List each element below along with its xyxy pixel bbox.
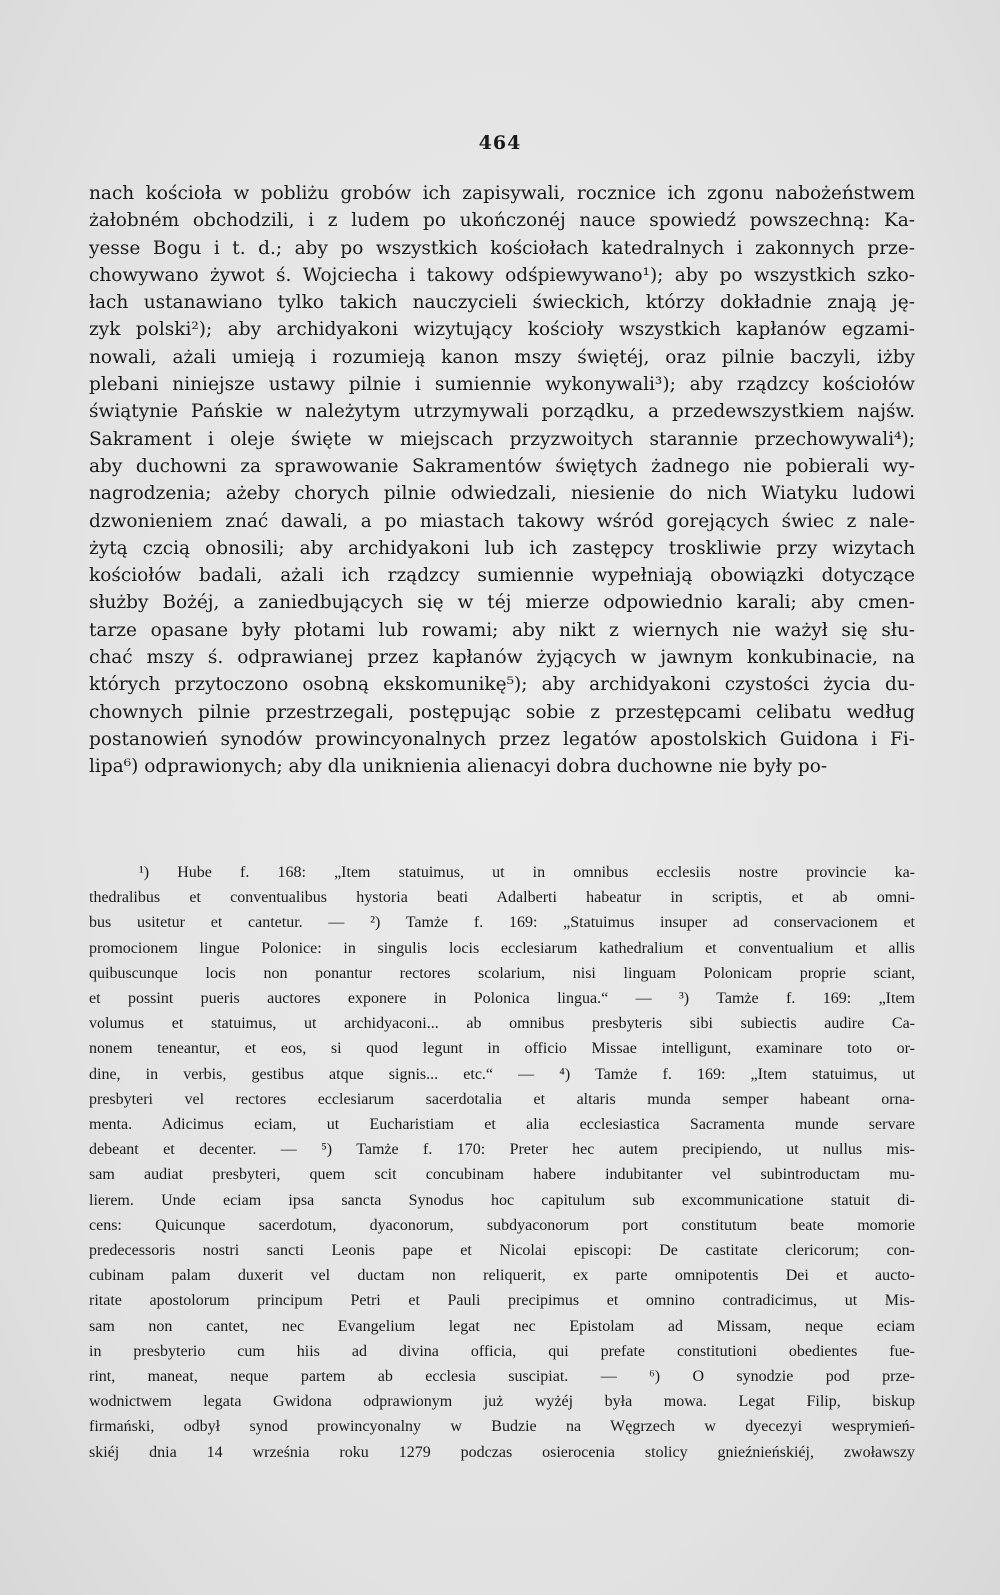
text-line: łach ustanawiano tylko takich nauczycieli świeckich, którzy dokładnie znają ję- bbox=[89, 292, 915, 314]
text-line: nagrodzenia; ażeby chorych pilnie odwiedzali, niesienie do nich Wiatyku ludowi bbox=[89, 483, 915, 505]
footnote-line: dine, in verbis, gestibus atque signis... etc.“ — ⁴) Tamże f. 169: „Item statuimus, ut bbox=[89, 1065, 915, 1083]
text-line: Sakrament i oleje święte w miejscach przyzwoitych starannie przechowywali⁴); bbox=[89, 428, 915, 450]
text-line: kościołów badali, ażali ich rządzcy sumiennie wypełniają obowiązki dotyczące bbox=[89, 565, 915, 587]
footnote-line: thedralibus et conventualibus hystoria beati Adalberti habeatur in scriptis, et ab omni- bbox=[89, 889, 915, 907]
text-line: plebani niniejsze ustawy pilnie i sumiennie wykonywali³); aby rządzcy kościołów bbox=[89, 374, 915, 396]
text-line: chać mszy ś. odprawianej przez kapłanów żyjących w jawnym konkubinacie, na bbox=[89, 647, 915, 669]
text-line: nach kościoła w pobliżu grobów ich zapisywali, rocznice ich zgonu nabożeństwem bbox=[89, 183, 915, 204]
footnote-line: bus usitetur et cantetur. — ²) Tamże f. 169: „Statuimus insuper ad conservacionem et bbox=[89, 914, 915, 932]
text-line: yesse Bogu i t. d.; aby po wszystkich kościołach katedralnych i zakonnych prze- bbox=[89, 237, 915, 259]
footnote-line: et possint pueris auctores exponere in Polonica lingua.“ — ³) Tamże f. 169: „Item bbox=[89, 990, 915, 1008]
footnote-line: cens: Quicunque sacerdotum, dyaconorum, subdyaconorum port constitutum beate momorie bbox=[89, 1216, 915, 1234]
text-line: aby duchowni za sprawowanie Sakramentów świętych żadnego nie pobierali wy- bbox=[89, 455, 915, 477]
text-line: zyk polski²); aby archidyakoni wizytujący kościoły wszystkich kapłanów egzami- bbox=[89, 319, 915, 341]
text-line: postanowień synodów prowincyonalnych przez legatów apostolskich Guidona i Fi- bbox=[89, 728, 915, 750]
text-line: żytą czcią obnosili; aby archidyakoni lub ich zastępcy troskliwie przy wizytach bbox=[89, 537, 915, 559]
page-number: 464 bbox=[478, 132, 522, 154]
footnote-line: menta. Adicimus eciam, ut Eucharistiam et alia ecclesiastica Sacramenta munde servare bbox=[89, 1116, 915, 1134]
text-line: chownych pilnie przestrzegali, postępując sobie z przestępcami celibatu według bbox=[89, 701, 915, 723]
text-line: nowali, ażali umieją i rozumieją kanon mszy świętéj, oraz pilnie baczyli, iżby bbox=[89, 346, 915, 368]
footnote-line: lierem. Unde eciam ipsa sancta Synodus hoc capitulum sub excommunicatione statuit di- bbox=[89, 1191, 915, 1209]
footnote-line: in presbyterio cum hiis ad divina officia, qui prefate constitutioni obedientes fue- bbox=[89, 1342, 915, 1360]
text-line: chowywano żywot ś. Wojciecha i takowy odśpiewywano¹); aby po wszystkich szko- bbox=[89, 264, 915, 286]
footnote-line: volumus et statuimus, ut archidyaconi... ab omnibus presbyteris sibi subiectis audire Ca- bbox=[89, 1015, 915, 1033]
footnote-line: firmański, odbył synod prowincyonalny w Budzie na Węgrzech w dyecezyi wesprymień- bbox=[89, 1418, 915, 1436]
footnote-line: skiéj dnia 14 września roku 1279 podczas osierocenia stolicy gnieźnieńskiéj, zwoławszy bbox=[89, 1443, 915, 1461]
footnote-line: cubinam palam duxerit vel ductam non reliquerit, ex parte omnipotentis Dei et aucto- bbox=[89, 1267, 915, 1285]
text-line: służby Bożéj, a zaniedbujących się w téj mierze odpowiednio karali; aby cmen- bbox=[89, 592, 915, 614]
footnote-line: sam non cantet, nec Evangelium legat nec Epistolam ad Missam, neque eciam bbox=[89, 1317, 915, 1335]
text-line: lipa⁶) odprawionych; aby dla uniknienia alienacyi dobra duchowne nie były po- bbox=[89, 756, 828, 778]
footnote-line: wodnictwem legata Gwidona odprawionym już wyżéj była mowa. Legat Filip, biskup bbox=[89, 1393, 915, 1411]
footnote-line: rint, maneat, neque partem ab ecclesia suscipiat. — ⁶) O synodzie pod prze- bbox=[89, 1368, 915, 1386]
text-line: których przytoczono osobną ekskomunikę⁵); aby archidyakoni czystości życia du- bbox=[89, 674, 915, 696]
text-line: tarze opasane były płotami lub rowami; aby nikt z wiernych nie ważył się słu- bbox=[89, 619, 915, 641]
footnote-line: ¹) Hube f. 168: „Item statuimus, ut in omnibus ecclesiis nostre provincie ka- bbox=[139, 864, 915, 881]
footnote-line: debeant et decenter. — ⁵) Tamże f. 170: Preter hec autem precipiendo, ut nullus mis- bbox=[89, 1141, 915, 1159]
footnote-line: sam audiat presbyteri, quem scit concubinam habere indubitanter vel subintroductam mu- bbox=[89, 1166, 915, 1184]
footnote-line: nonem teneantur, et eos, si quod legunt in officio Missae intelligunt, examinare toto or- bbox=[89, 1040, 915, 1058]
text-line: dzwonieniem znać dawali, a po miastach takowy wśród gorejących świec z nale- bbox=[89, 510, 915, 532]
text-line: żałobném obchodzili, i z ludem po ukończonéj nauce spowiedź powszechną: Ka- bbox=[89, 210, 915, 232]
footnotes bbox=[89, 860, 915, 1465]
footnote-line: quibuscunque locis non ponantur rectores scolarium, nisi linguam Polonicam proprie sciant, bbox=[89, 964, 915, 982]
footnote-line: ritate apostolorum principum Petri et Pauli precipimus et omnino contradicimus, ut Mis- bbox=[89, 1292, 915, 1310]
main-text bbox=[89, 180, 915, 781]
footnote-line: promocionem lingue Polonice: in singulis locis ecclesiarum kathedralium et conventualium et allis bbox=[89, 939, 915, 957]
footnote-line: presbyteri vel rectores ecclesiarum sacerdotalia et altaris munda semper habeant orna- bbox=[89, 1090, 915, 1108]
footnote-line: predecessoris nostri sancti Leonis pape et Nicolai episcopi: De castitate clericorum; con- bbox=[89, 1242, 915, 1260]
text-line: świątynie Pańskie w należytym utrzymywali porządku, a przedewszystkiem najśw. bbox=[89, 401, 915, 423]
